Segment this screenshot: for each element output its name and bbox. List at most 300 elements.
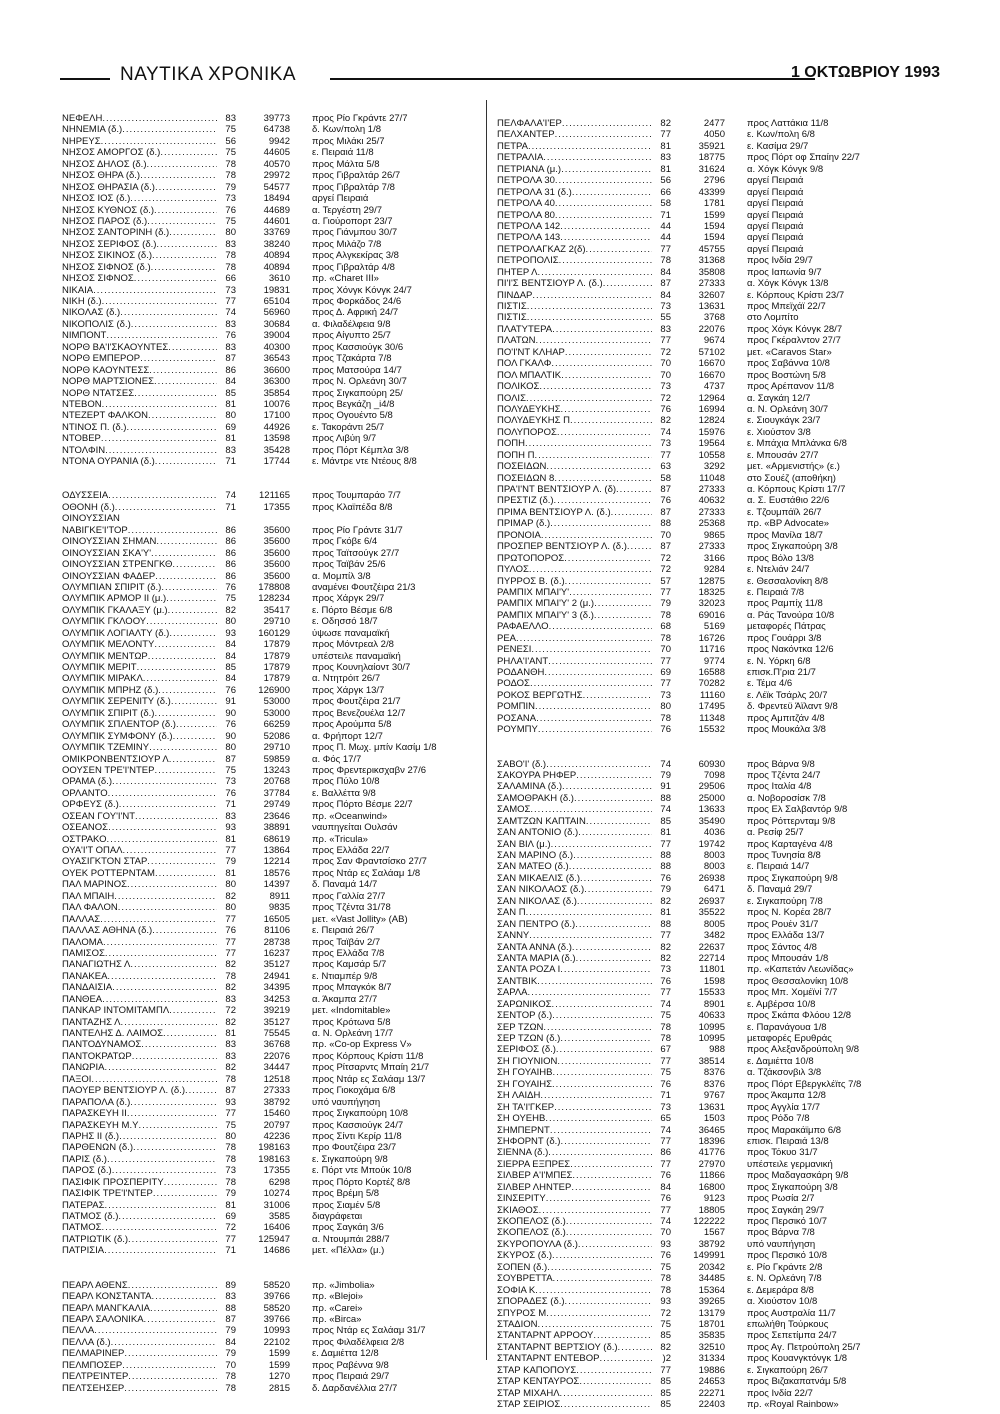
tonnage: 12824 [698,415,725,427]
tonnage: 9774 [703,655,725,667]
vessel-name: ΠΕΛΜΑΡΙΝΕΡ ..... [62,1348,217,1359]
vessel-status: προς Κουνηλαίοντ 30/7 [312,662,411,674]
vessel-name: ΟΘΟΝΗ (δ.) ..... [62,502,217,513]
vessel-row [497,1182,917,1193]
tonnage: 35600 [263,524,290,536]
vessel-name: ΠΕΛΜΠΟΣΕΡ ..... [62,1360,217,1371]
vessel-row [62,708,482,719]
vessel-row [497,690,917,701]
vessel-row [62,1211,482,1222]
tonnage: 35600 [263,536,290,548]
vessel-name: ΝΗΣΟΣ ΔΗΛΟΣ (δ.) ..... [62,159,217,170]
tonnage: 36465 [698,1124,725,1136]
vessel-status: προς Τζακάρτα 7/8 [312,353,392,365]
tonnage: 35490 [698,815,725,827]
vessel-row [62,1097,482,1108]
build-year: 80 [225,227,236,239]
tonnage: 27333 [698,484,725,495]
build-year: 76 [660,1193,671,1205]
vessel-row [497,324,917,335]
vessel-status: προς Μαρακάϊμπο 6/8 [747,1124,842,1136]
vessel-name: ΝΗΣΟΣ ΣΑΝΤΟΡΙΝΗ (δ.) ..... [62,227,217,238]
vessel-name: ΟΛΥΜΠΙΚ ΛΟΓΙΑΛΤΥ (δ.) ..... [62,628,217,639]
vessel-name: ΣΕΡΙΦΟΣ (δ.) ..... [497,1044,652,1055]
tonnage: 40894 [263,261,290,273]
vessel-name: ΠΟΣΕΙΔΩΝ ..... [497,461,652,472]
vessel-row [497,1056,917,1067]
vessel-name: ΠΑΡΗΣ ΙΙ (δ.) ..... [62,1131,217,1142]
tonnage: 24653 [698,1376,725,1388]
vessel-status: προς Καμσάρ 5/7 [312,959,387,971]
vessel-row [62,250,482,261]
build-year: 76 [660,724,671,736]
tonnage: 35428 [263,444,290,456]
build-year: 88 [660,518,671,530]
vessel-row [497,804,917,815]
vessel-name: ΣΑΜΟΣ ..... [497,804,652,815]
tonnage: 29972 [263,170,290,182]
vessel-row [62,776,482,787]
tonnage: 60930 [698,758,725,770]
build-year: 76 [225,684,236,696]
vessel-name: ΣΑΝ ΜΑΤΕΟ (δ.) ..... [497,861,652,872]
vessel-status: προς Νακόντκα 12/6 [747,644,834,656]
vessel-row [62,1348,482,1359]
tonnage: 29506 [698,781,725,793]
vessel-status: προς Βάρνα 9/8 [747,758,815,770]
vessel-status: ναυπηγείται Ουλσάν [312,822,398,834]
vessel-status: προς Ν. Ορλεάνη 30/7 [312,376,407,388]
vessel-name: ΝΟΡΘ ΜΑΡΤΣΙΟΝΕΣ ..... [62,376,217,387]
vessel-status: ε. Μάντρε ντε Ντέους 8/8 [312,456,417,468]
build-year: 69 [225,421,236,433]
vessel-name: ΝΟΡΘ ΒΑ'Ι'ΣΚΑΟΥΝΤΕΣ ..... [62,342,217,353]
tonnage: 16800 [698,1181,725,1193]
vessel-status: προς Χόγκ Κόνγκ 28/7 [747,323,843,335]
vessel-status: πρ. «Oceanwind» [312,810,388,822]
tonnage: 6298 [268,1176,290,1188]
tonnage: 14686 [263,1245,290,1257]
vessel-name: ΠΑΝΑΚΕΑ ..... [62,971,217,982]
build-year: 80 [225,902,236,914]
vessel-row [497,1067,917,1078]
vessel-name: ΣΕΡ ΤΖΩΝ (δ.) ..... [497,1033,652,1044]
vessel-name: ΟΙΝΟΥΣΣΙΑΝ [62,513,120,525]
vessel-name: ΣΑΛΑΜΙΝΑ (δ.) ..... [497,781,652,792]
vessel-name: ΡΟΚΟΣ ΒΕΡΓΩΤΗΣ ..... [497,690,652,701]
issue-date: 1 ΟΚΤΩΒΡΙΟΥ 1993 [790,64,940,81]
tonnage: 40570 [263,158,290,170]
build-year: 75 [225,124,236,136]
vessel-name: ΣΗ ΓΟΥΑΙΗΒ ..... [497,1067,652,1078]
vessel-status: προς Ελ Σαλβαντόρ 9/8 [747,804,848,816]
vessel-row [497,1044,917,1055]
build-year: 78 [660,1273,671,1285]
tonnage: 12875 [698,575,725,587]
vessel-name: ΠΙΣΤΙΣ ..... [497,312,652,323]
tonnage: 17355 [263,1165,290,1177]
vessel-status: προς Μανίλα 18/7 [747,529,823,541]
vessel-status: προς Σιγκαπούρη 3/8 [747,541,838,553]
vessel-row [497,530,917,541]
build-year: 91 [660,781,671,793]
vessel-row [497,576,917,587]
vessel-name: ΝΗΝΕΜΙΑ (δ.) ..... [62,124,217,135]
tonnage: 122222 [693,1216,725,1228]
vessel-status: προς Ινδία 29/7 [747,255,813,267]
build-year: 78 [225,1371,236,1383]
vessel-name: ΠΡΙΜΑΡ (δ.) ..... [497,518,652,529]
vessel-status: πρ. «BP Advocate» [747,518,830,530]
vessel-status: προς Μιλάκι 25/7 [312,135,385,147]
vessel-name: ΣΑΝΤΑ ΡΟΖΑ Ι ..... [497,964,652,975]
vessel-name: ΣΑΝΤΑ ΑΝΝΑ (δ.) ..... [497,942,652,953]
vessel-status: ύψωσε παναμαϊκή [312,627,390,639]
build-year: 73 [660,1101,671,1113]
tonnage: 15364 [698,1284,725,1296]
vessel-name: ΡΟΔΟΣ ..... [497,678,652,689]
vessel-name: ΣΤΑΝΤΑΡΝΤ ΑΡΡΟΟΥ ..... [497,1330,652,1341]
tonnage: 58520 [263,1302,290,1314]
vessel-row [497,427,917,438]
vessel-status: μεταφορές Ερυθράς [747,1033,832,1045]
vessel-name: ΠΕΑΡΛ ΑΘΕΝΣ ..... [62,1280,217,1291]
vessel-status: προς Αλεξανδρούπολη 9/8 [747,1044,860,1056]
tonnage: 35127 [263,959,290,971]
vessel-status: ε. Τέμα 4/6 [747,678,793,690]
build-year: 78 [225,970,236,982]
vessel-row [497,919,917,930]
vessel-row [62,731,482,742]
section-gap [62,1257,482,1280]
vessel-row [62,1154,482,1165]
vessel-name: ΠΑΜΙΣΟΣ ..... [62,948,217,959]
vessel-name: ΠΑΤΜΟΣ (δ.) ..... [62,1211,217,1222]
vessel-status: ε. Κόρπους Κρίστι 23/7 [747,289,845,301]
vessel-status: ε. Δαμιέττα 12/8 [312,1348,379,1360]
tonnage: 125947 [258,1233,290,1245]
vessel-name: ΟΡΛΑΝΤΟ ..... [62,788,217,799]
vessel-name: ΣΑΡΛΑ ..... [497,987,652,998]
build-year: 79 [660,769,671,781]
vessel-row [497,347,917,358]
tonnage: 1567 [703,1227,725,1239]
vessel-status: αργεί Πειραιά [747,209,804,221]
tonnage: 68619 [263,833,290,845]
tonnage: 34447 [263,1062,290,1074]
vessel-name: ΝΙΚΑΙΑ ..... [62,285,217,296]
vessel-status: μετ. «Indomitable» [312,1005,391,1017]
build-year: 73 [225,284,236,296]
build-year: 83 [225,810,236,822]
vessel-status: προς Γαλλία 27/7 [312,890,386,902]
vessel-status: προς Γουάρρι 3/8 [747,632,822,644]
vessel-name: ΝΗΣΟΣ ΚΥΘΝΟΣ (δ.) ..... [62,205,217,216]
tonnage: 17744 [263,456,290,468]
vessel-status: προς Τυνησία 8/8 [747,850,821,862]
vessel-status: ε. Πόρτ ντε Μπούκ 10/8 [312,1165,412,1177]
tonnage: 8003 [703,861,725,873]
tonnage: 22403 [698,1399,725,1411]
vessel-status: προς Σαβάννα 10/8 [747,358,830,370]
vessel-status: προς Γιβραλτάρ 4/8 [312,261,395,273]
tonnage: 34485 [698,1273,725,1285]
vessel-name: ΟΥΕΚ ΡΟΤΤΕΡΝΤΑΜ ..... [62,868,217,879]
build-year: 78 [225,1176,236,1188]
vessel-status: προς Αυστραλία 11/7 [747,1307,836,1319]
vessel-status: προς Σιγκαπούρη 3/8 [747,1181,838,1193]
vessel-name: ΣΚΟΠΕΛΟΣ (δ.) ..... [497,1227,652,1238]
vessel-row [497,987,917,998]
vessel-row [62,925,482,936]
tonnage: 36600 [263,364,290,376]
vessel-row [62,1280,482,1291]
vessel-row [62,1028,482,1039]
vessel-status: προς Ρωσία 2/7 [747,1193,815,1205]
vessel-status: δ. Παναμά 14/7 [312,879,378,891]
vessel-row [62,239,482,250]
build-year: 65 [660,1113,671,1125]
vessel-status: προς Μπ. Χομέϊνί 7/7 [747,987,838,999]
vessel-row [497,1273,917,1284]
tonnage: 39004 [263,330,290,342]
vessel-row [497,290,917,301]
tonnage: 20797 [263,1119,290,1131]
vessel-row [62,628,482,639]
vessel-name: ΟΛΥΜΠΙΚ ΜΠΡΗΖ (δ.) ..... [62,685,217,696]
vessel-name: ΠΡΙΜΑ ΒΕΝΤΣΙΟΥΡ Λ. (δ.) ..... [497,507,652,518]
build-year: 74 [225,307,236,319]
vessel-row [62,410,482,421]
vessel-row [62,879,482,890]
vessel-row [497,816,917,827]
build-year: 80 [225,410,236,422]
vessel-status: προς Μόντρεαλ 2/8 [312,639,394,651]
tonnage: 22102 [263,1336,290,1348]
vessel-name: ΝΟΡΘ ΕΜΠΕΡΟΡ ..... [62,353,217,364]
vessel-name: ΠΥΡΡΟΣ Β. (δ.) ..... [497,576,652,587]
vessel-status: α. Ν. Ορλεάνη 17/7 [312,1028,394,1040]
tonnage: 39219 [263,1005,290,1017]
build-year: 63 [660,461,671,473]
vessel-status: προς Σαγκάη 3/6 [312,1222,384,1234]
vessel-name: ΡΟΜΠΙΝ ..... [497,701,652,712]
vessel-status: ε. Τζουμπάϊλ 26/7 [747,506,822,518]
build-year: 76 [660,872,671,884]
build-year: 77 [225,1108,236,1120]
tonnage: 20768 [263,776,290,788]
vessel-row [62,182,482,193]
vessel-status: ε. Ντιαμπέρ 9/8 [312,970,378,982]
vessel-status: προς Ρόττερνταμ 9/8 [747,815,836,827]
build-year: 88 [660,861,671,873]
vessel-name: ΣΕΡ ΤΖΩΝ ..... [497,1022,652,1033]
vessel-name: ΠΕΤΡΟΠΟΛΙΣ ..... [497,255,652,266]
tonnage: 15976 [698,426,725,438]
vessel-status: αργεί Πειραιά [747,175,804,187]
vessel-row [497,850,917,861]
vessel-status: ε. Λέϊκ Τσάρλς 20/7 [747,689,828,701]
tonnage: 35600 [263,570,290,582]
build-year: 72 [660,392,671,404]
build-year: 44 [660,220,671,232]
vessel-name: ΣΙΛΒΕΡ Α'Ι'ΜΠΕΣ ..... [497,1170,652,1181]
vessel-row [62,216,482,227]
vessel-status: υπέστειλε παναμαϊκή [312,650,401,662]
build-year: 78 [225,1382,236,1394]
vessel-row [62,1245,482,1256]
tonnage: 11866 [699,1170,725,1182]
vessel-name: ΟΜΙΚΡΟΝΒΕΝΤΣΙΟΥΡ Λ ..... [62,754,217,765]
vessel-name: ΠΑΛ ΜΑΡΙΝΟΣ ..... [62,879,217,890]
vessel-name: ΠΟΛ ΜΠΑΛΤΙΚ ..... [497,370,652,381]
tonnage: 1599 [703,209,725,221]
vessel-name: ΠΕΛΛΑ (δ.) ..... [62,1337,217,1348]
build-year: 88 [660,850,671,862]
vessel-status: ε. Πειραιά 14/7 [747,861,810,873]
vessel-name: ΠΕΤΡΟΛΑ 31 (δ.) ..... [497,187,652,198]
vessel-row [497,873,917,884]
vessel-name: ΣΤΑΡ ΚΕΝΤΑΥΡΟΣ ..... [497,1376,652,1387]
vessel-row [497,667,917,678]
tonnage: 12518 [263,1073,290,1085]
build-year: 70 [660,644,671,656]
vessel-row [497,678,917,689]
vessel-row [62,1142,482,1153]
vessel-name: ΝΑΒΙΓΚΕ'Ι'ΤΟΡ ..... [62,525,217,536]
vessel-status: ε. Σιγκαπούρη 9/8 [312,1153,388,1165]
vessel-status: προς Π. Μωχ. μπίν Κασίμ 1/8 [312,742,437,754]
build-year: 82 [660,941,671,953]
vessel-row [62,1165,482,1176]
build-year: 80 [225,616,236,628]
tonnage: 22076 [698,323,725,335]
vessel-name: ΠΟΛ ΓΚΑΛΦ ..... [497,358,652,369]
build-year: 71 [225,1245,236,1257]
vessel-status: προς Σίντι Κερίρ 11/8 [312,1130,402,1142]
build-year: 73 [660,689,671,701]
build-year: 73 [660,438,671,450]
vessel-row [497,1285,917,1296]
build-year: 85 [225,387,236,399]
build-year: 80 [660,701,671,713]
vessel-status: προς Αρέπανον 11/8 [747,381,835,393]
vessel-status: προς Βενεζουέλα 12/7 [312,707,406,719]
vessel-name: ΟΛΥΜΠΙΚ ΣΠΙΡΙΤ (δ.) ..... [62,708,217,719]
vessel-row [497,255,917,266]
build-year: 75 [225,147,236,159]
build-year: 78 [660,632,671,644]
vessel-name: ΠΑΝΚΑΡ ΙΝΤΟΜΙΤΑΜΠΛ ..... [62,1005,217,1016]
vessel-row [62,1383,482,1394]
vessel-row [62,959,482,970]
vessel-row [62,571,482,582]
vessel-name: ΣΑΝ ΒΙΛ (μ.) ..... [497,839,652,850]
vessel-row [62,845,482,856]
build-year: 80 [225,879,236,891]
vessel-status: προς Πόρτο Βέσμε 22/7 [312,799,413,811]
vessel-status: προς Ντάρ ες Σαλάαμ 31/7 [312,1325,426,1337]
vessel-status: προς Πόρτ Κέμπλα 3/8 [312,444,409,456]
build-year: 83 [225,238,236,250]
vessel-status: προς Φουτζέιρα 21/7 [312,696,401,708]
vessel-name: ΣΑΝ Π ..... [497,907,652,918]
vessel-row [62,1314,482,1325]
tonnage: 53000 [263,696,290,708]
vessel-status: προς Πόρτ οφ Σπαίην 22/7 [747,152,860,164]
vessel-name: ΝΗΣΟΣ ΣΙΦΝΟΣ (δ.) ..... [62,262,217,273]
vessel-name: ΝΗΣΟΣ ΘΗΡΑΣΙΑ (δ.) ..... [62,182,217,193]
tonnage: 18701 [698,1318,725,1330]
vessel-row [62,113,482,124]
tonnage: 8911 [269,890,290,902]
vessel-status: προς Κασσιούγκ 30/6 [312,341,404,353]
tonnage: 17879 [263,673,290,685]
tonnage: 69016 [698,609,725,621]
vessel-row [497,1239,917,1250]
vessel-name: ΠΑΝΑΓΙΩΤΗΣ Λ ..... [62,959,217,970]
build-year: 56 [225,135,236,147]
tonnage: 1594 [703,220,725,232]
tonnage: 1270 [268,1371,290,1383]
vessel-status: προς Χόνγκ Κόνγκ 24/7 [312,284,412,296]
vessel-status: ε. Δεμεράρα 8/8 [747,1284,814,1296]
tonnage: 11160 [699,689,725,701]
vessel-name: ΠΕΑΡΛ ΣΑΛΟΝΙΚΑ ..... [62,1314,217,1325]
vessel-row [62,490,482,501]
build-year: 75 [225,1119,236,1131]
vessel-name: ΝΗΡΕΥΣ ..... [62,136,217,147]
vessel-name: ΠΡΕΣΤΙΖ (δ.) ..... [497,495,652,506]
tonnage: 13179 [698,1307,725,1319]
vessel-status: προς Μάλτα 5/8 [312,158,380,170]
tonnage: 10995 [698,1033,725,1045]
tonnage: 988 [709,1044,725,1056]
build-year: 56 [660,175,671,187]
vessel-status: αργεί Πειραιά [747,198,804,210]
build-year: 71 [660,209,671,221]
vessel-status: προς Πύλο 10/8 [312,776,380,788]
vessel-name: ΝΤΕΖΕΡΤ ΦΑΛΚΟΝ ..... [62,410,217,421]
vessel-row [497,404,917,415]
vessel-name: ΣΤΑΡ ΜΙΧΑΗΛ ..... [497,1388,652,1399]
build-year: 90 [225,730,236,742]
vessel-status: προς Βοστώνη 5/8 [747,369,826,381]
vessel-status: στο Λομπίτο [747,312,799,324]
build-year: 78 [660,609,671,621]
build-year: 86 [225,570,236,582]
vessel-row [62,742,482,753]
vessel-row [497,953,917,964]
tonnage: 32510 [698,1341,725,1353]
vessel-status: προς Βιζακαπατνάμ 5/8 [747,1376,847,1388]
tonnage: 35854 [263,387,290,399]
vessel-row [497,861,917,872]
tonnage: 27333 [698,506,725,518]
vessel-row [62,639,482,650]
vessel-row [62,593,482,604]
vessel-row [62,227,482,238]
tonnage: 16670 [698,358,725,370]
vessel-status: προς Σαγκάη 29/7 [747,1204,825,1216]
build-year: 87 [660,278,671,290]
build-year: 57 [660,575,671,587]
vessel-row [62,1222,482,1233]
build-year: 86 [225,364,236,376]
vessel-name: ΠΑΝΘΕΑ ..... [62,994,217,1005]
vessel-status: προς Αρούμπα 5/8 [312,719,392,731]
tonnage: 13243 [263,764,290,776]
